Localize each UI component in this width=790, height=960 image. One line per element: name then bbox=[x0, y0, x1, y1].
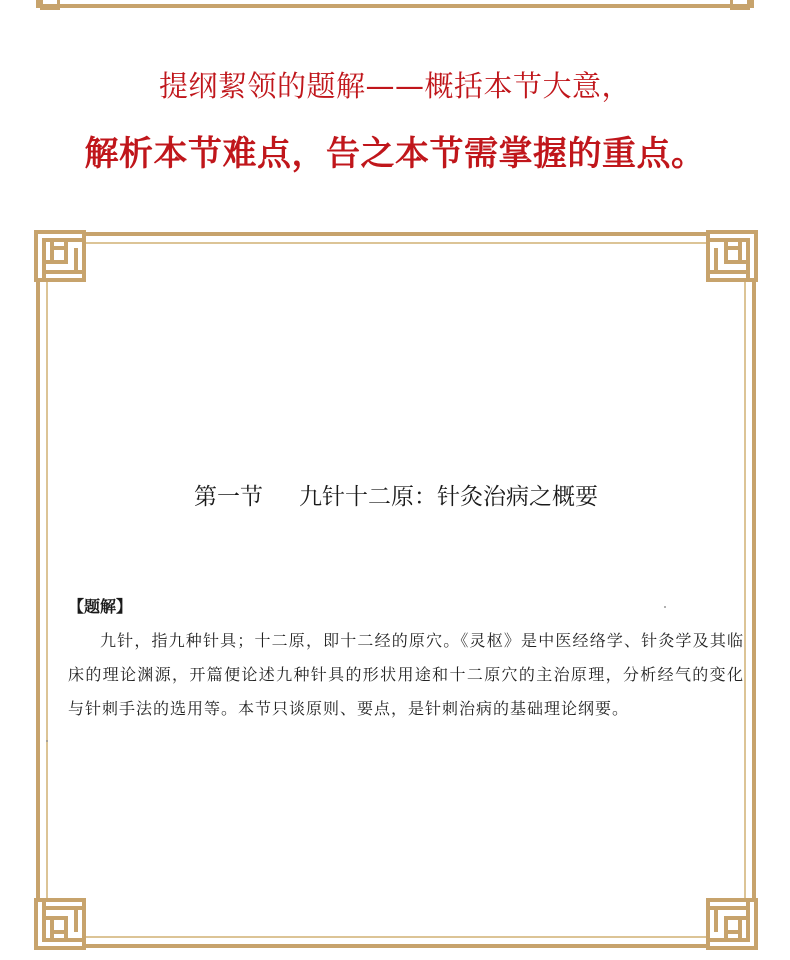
tijie-paragraph: 九针，指九种针具；十二原，即十二经的原穴。《灵枢》是中医经络学、针灸学及其临床的理论渊源，开篇便论述九种针具的形状用途和十二原穴的主治原理，分析经气的变化与针刺手法的选用等。本节只谈原则、要点，是针刺治病的基础理论纲要。 bbox=[68, 631, 744, 718]
scan-speck bbox=[46, 740, 48, 742]
section-title: 九针十二原：针灸治病之概要 bbox=[299, 484, 598, 510]
corner-ornament-icon bbox=[706, 230, 758, 282]
content-frame bbox=[36, 232, 756, 948]
corner-ornament-icon bbox=[34, 230, 86, 282]
tijie-label: 【题解】 bbox=[68, 597, 133, 616]
scan-speck bbox=[664, 606, 666, 608]
section-heading bbox=[36, 478, 756, 511]
headline-line-2: 解析本节难点，告之本节需掌握的重点。 bbox=[84, 134, 706, 174]
corner-ornament-icon bbox=[34, 898, 86, 950]
headline-line-1: 提纲絜领的题解——概括本节大意， bbox=[158, 69, 631, 103]
section-number: 第一节 bbox=[194, 484, 263, 510]
frame-inner-border bbox=[46, 242, 746, 938]
top-right-ornament bbox=[730, 0, 750, 10]
top-left-ornament bbox=[40, 0, 60, 10]
top-frame-border bbox=[36, 0, 754, 8]
corner-ornament-icon bbox=[706, 898, 758, 950]
